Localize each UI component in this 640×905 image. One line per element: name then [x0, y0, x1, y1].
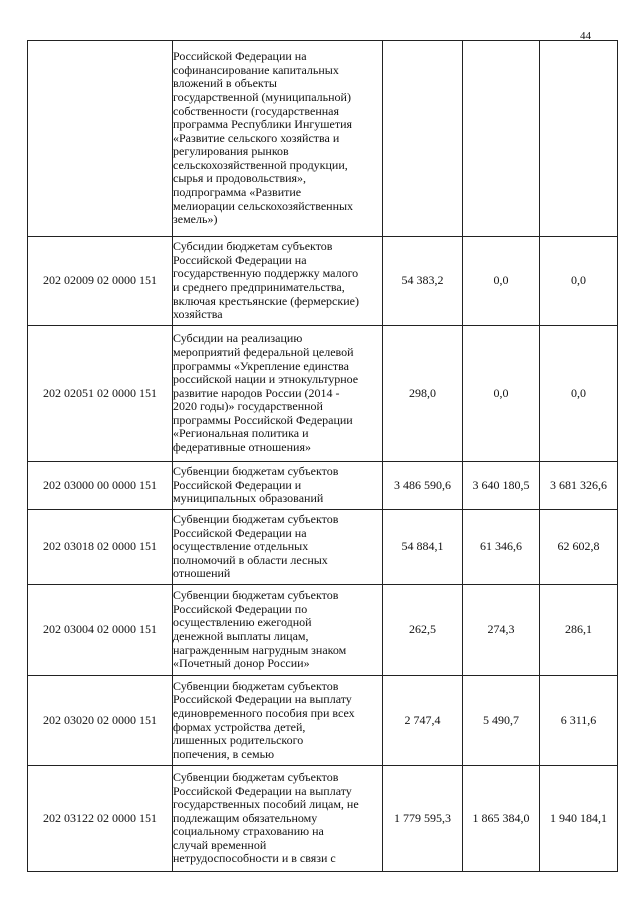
budget-code — [28, 41, 173, 237]
value-year-2: 61 346,6 — [463, 510, 540, 585]
row-description: Субвенции бюджетам субъектов Российской Федерации на выплату единовременного пособия при всех формах устройства детей, лишенных родительского попечения, в семью — [173, 676, 383, 766]
value-year-3: 6 311,6 — [540, 676, 618, 766]
budget-table — [27, 40, 618, 872]
table-row — [28, 41, 618, 237]
table-row — [28, 676, 618, 766]
row-description: Российской Федерации на софинансирование капитальных вложений в объекты государственной (муниципальной) собственности (государственная программа Республики Ингушетия «Развитие сельского хозяйства и регулирования рынков сельскохозяйственной продукции, сырья и продовольствия», подпрограмма «Развитие мелиорации сельскохозяйственных земель») — [173, 41, 383, 237]
value-year-1: 54 383,2 — [383, 237, 463, 326]
value-year-3 — [540, 41, 618, 237]
value-year-2: 0,0 — [463, 237, 540, 326]
row-description: Субсидии бюджетам субъектов Российской Федерации на государственную поддержку малого и среднего предпринимательства, включая крестьянские (фермерские) хозяйства — [173, 237, 383, 326]
value-year-2: 0,0 — [463, 326, 540, 462]
budget-code: 202 03122 02 0000 151 — [28, 766, 173, 872]
table-row — [28, 462, 618, 510]
budget-code: 202 03000 00 0000 151 — [28, 462, 173, 510]
budget-code: 202 02009 02 0000 151 — [28, 237, 173, 326]
value-year-1: 262,5 — [383, 585, 463, 676]
row-description: Субвенции бюджетам субъектов Российской Федерации на выплату государственных пособий лицам, не подлежащим обязательному социальному страхованию на случай временной нетрудоспособности и в связи с — [173, 766, 383, 872]
value-year-2 — [463, 41, 540, 237]
value-year-3: 62 602,8 — [540, 510, 618, 585]
value-year-2: 274,3 — [463, 585, 540, 676]
table-row — [28, 237, 618, 326]
value-year-2: 5 490,7 — [463, 676, 540, 766]
table-row — [28, 510, 618, 585]
value-year-3: 0,0 — [540, 237, 618, 326]
page-number: 44 — [580, 30, 591, 42]
value-year-1: 3 486 590,6 — [383, 462, 463, 510]
value-year-3: 1 940 184,1 — [540, 766, 618, 872]
value-year-2: 3 640 180,5 — [463, 462, 540, 510]
budget-code: 202 02051 02 0000 151 — [28, 326, 173, 462]
value-year-1 — [383, 41, 463, 237]
table-row — [28, 326, 618, 462]
value-year-3: 0,0 — [540, 326, 618, 462]
budget-code: 202 03020 02 0000 151 — [28, 676, 173, 766]
value-year-1: 54 884,1 — [383, 510, 463, 585]
budget-code: 202 03004 02 0000 151 — [28, 585, 173, 676]
value-year-3: 286,1 — [540, 585, 618, 676]
value-year-1: 298,0 — [383, 326, 463, 462]
row-description: Субсидии на реализацию мероприятий федеральной целевой программы «Укрепление единства российской нации и этнокультурное развитие народов России (2014 - 2020 годы)» государственной программы Российской Федерации «Региональная политика и федеративные отношения» — [173, 326, 383, 462]
row-description: Субвенции бюджетам субъектов Российской Федерации на осуществление отдельных полномочий в области лесных отношений — [173, 510, 383, 585]
row-description: Субвенции бюджетам субъектов Российской Федерации и муниципальных образований — [173, 462, 383, 510]
row-description: Субвенции бюджетам субъектов Российской Федерации по осуществлению ежегодной денежной выплаты лицам, награжденным нагрудным знаком «Почетный донор России» — [173, 585, 383, 676]
table-row — [28, 585, 618, 676]
value-year-3: 3 681 326,6 — [540, 462, 618, 510]
budget-code: 202 03018 02 0000 151 — [28, 510, 173, 585]
table-row — [28, 766, 618, 872]
value-year-1: 1 779 595,3 — [383, 766, 463, 872]
value-year-1: 2 747,4 — [383, 676, 463, 766]
value-year-2: 1 865 384,0 — [463, 766, 540, 872]
